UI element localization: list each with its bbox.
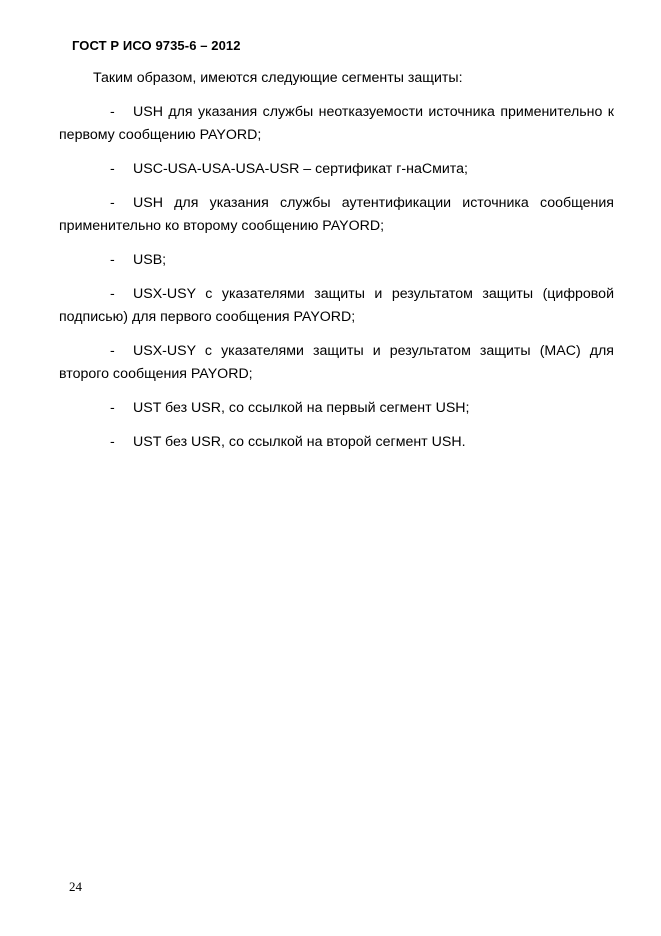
list-item [59,192,614,238]
list-bullet: - [110,434,115,450]
document-body [59,67,614,465]
list-bullet: - [110,286,115,302]
document-header: ГОСТ Р ИСО 9735-6 – 2012 [72,38,241,53]
list-item [59,101,614,147]
list-item-text: USC-USA-USA-USA-USR – сертификат г-наСмита; [133,161,468,177]
page-number: 24 [69,879,82,894]
list-item [59,283,614,329]
list-bullet: - [110,104,115,120]
list-item-text: USB; [133,252,167,268]
list-item-text: UST без USR, со ссылкой на второй сегмент USH. [133,434,466,450]
list-item-text: UST без USR, со ссылкой на первый сегмент USH; [133,400,470,416]
list-bullet: - [110,343,115,359]
list-item [59,340,614,386]
list-item-text: USH для указания службы неотказуемости источника применительно к первому сообщению PAYORD; [59,104,614,143]
list-bullet: - [110,400,115,416]
list-item [59,158,614,181]
list-item [59,249,614,272]
list-item-text: USH для указания службы аутентификации источника сообщения применительно ко второму сообщению PAYORD; [59,195,614,234]
list-item [59,431,614,454]
list-bullet: - [110,161,115,177]
list-item [59,397,614,420]
intro-paragraph: Таким образом, имеются следующие сегменты защиты: [93,70,463,86]
list-item-text: USX-USY с указателями защиты и результатом защиты (MAC) для второго сообщения PAYORD; [59,343,614,382]
list-item-text: USX-USY с указателями защиты и результатом защиты (цифровой подписью) для первого сообщения PAYORD; [59,286,614,325]
list-bullet: - [110,195,115,211]
list-bullet: - [110,252,115,268]
